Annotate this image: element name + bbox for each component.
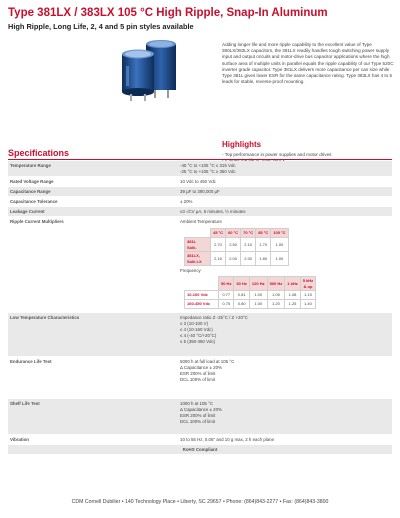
spec-line: Impedance ratio Z -25°C / Z +20°C [180,315,248,320]
highlight-item: - Top performance in power supplies and motor drives [222,152,332,157]
specifications-heading: Specifications [8,148,70,158]
table-cell: 1.80 [256,252,271,266]
column-header: 45 °C [211,229,226,238]
row-header: 10-100 Vdc [185,291,219,300]
spec-row-ripple [8,217,392,313]
column-header: 120 Hz [249,277,267,291]
spec-line: ≤ 4 (10-160 Vdc) [180,327,213,332]
table-cell: 2.70 [211,238,226,252]
capacitor-photo [116,40,188,102]
table-cell: 0.80 [234,300,249,309]
spec-line: -40 °C to +105 °C ≤ 315 Vdc [180,163,236,168]
rohs-compliant-row: RoHS Compliant [8,445,392,455]
table-cell: 2.10 [241,238,256,252]
spec-row-voltage [8,177,392,187]
frequency-multiplier-table [184,276,316,309]
table-cell: 2.00 [241,252,256,266]
spec-value [180,219,390,309]
table-cell: 0.75 [219,300,234,309]
spec-row-endurance [8,357,392,399]
table-cell: 2.00 [226,252,241,266]
spec-value [180,315,390,345]
specifications-divider [8,159,392,160]
spec-line: ESR 200% of limit [180,371,216,376]
column-header: 60 Hz [234,277,249,291]
spec-label: Temperature Range [10,163,51,168]
row-header: 381L Solk. [185,238,211,252]
spec-value: 10 to 55 Hz, 0.06" and 10 g max, 2 h each plane [180,437,275,442]
capacitor-front [122,50,154,102]
spec-line: Δ Capacitance ± 20% [180,365,222,370]
spec-value [180,401,390,425]
spec-row-shelf-life [8,399,392,435]
spec-line: 1000 h at 105 °C [180,401,214,406]
page-title: Type 381LX / 383LX 105 °C High Ripple, Snap-In Aluminum [8,7,328,19]
spec-value [180,359,390,383]
spec-label: Low Temperature Characteristics [10,315,80,320]
spec-row-leakage [8,207,392,217]
spec-value: 10 Vdc to 450 Vdc [180,179,216,184]
highlights-heading: Highlights [222,140,262,149]
specifications-table [8,161,392,455]
column-header: 50 Hz [219,277,234,291]
column-header: 1 kHz [285,277,300,291]
spec-row-temperature [8,161,392,177]
frequency-caption: Frequency [180,268,201,273]
column-header: 60 °C [226,229,241,238]
spec-label: Rated Voltage Range [10,179,54,184]
spec-line: Ambient Temperature [180,219,222,224]
table-cell: 1.00 [249,291,267,300]
table-cell: 1.08 [285,291,300,300]
spec-line: DCL 100% of limit [180,377,215,382]
page-subtitle: High Ripple, Long Life, 2, 4 and 5 pin styles available [8,22,194,31]
column-header: 85 °C [256,229,271,238]
spec-label: Ripple Current Multipliers [10,219,64,224]
table-cell: 1.40 [300,300,315,309]
spec-row-capacitance [8,187,392,197]
spec-label: Capacitance Tolerance [10,199,58,204]
spec-value: 39 µF to 390,000 µF [180,189,220,194]
company-footer: CDM Cornell Dubilier • 140 Technology Place • Liberty, SC 29657 • Phone: (864)843-2277 • Fax: (864)843-3800 [71,499,329,505]
spec-line: ≤ 4 (-40 °C/+20°C) [180,333,217,338]
table-cell: 1.25 [285,300,300,309]
table-cell: 1.00 [271,252,288,266]
spec-label: Capacitance Range [10,189,51,194]
spec-value: ± 20% [180,199,193,204]
table-cell: 1.00 [249,300,267,309]
table-cell: 1.70 [256,238,271,252]
table-cell: 1.00 [271,238,288,252]
table-cell: 0.81 [234,291,249,300]
spec-line: ESR 200% of limit [180,413,216,418]
intro-paragraph: Adding longer life and more ripple capability to the excellent value of Type 380LX/383LX capacitors, the 381LX readily handles tough switching power supply input and output circuits and motor-drive bus capacitor applications where the high surface area of multiple units in parallel equals the ripple capability of our Type 520C inverter grade capacitor. Type 381LX delivers more capacitance per can size while Type 381L gives lower ESR for the same capacitance rating. Type 383LX has 4 to 5 leads for stable, reverse-proof mounting. [222,42,394,85]
table-corner [185,277,219,291]
spec-label: Vibration [10,437,29,442]
column-header: 500 Hz [267,277,285,291]
column-header: 5 kHz & up [300,277,315,291]
row-header: 160-450 Vdc [185,300,219,309]
spec-line: 5000 h at full load at 105 °C [180,359,235,364]
table-cell: 1.05 [267,291,285,300]
table-cell: 2.15 [211,252,226,266]
row-header: 381LX, Solk LX [185,252,211,266]
spec-line: Δ Capacitance ± 20% [180,407,222,412]
column-header: 70 °C [241,229,256,238]
table-corner [185,229,211,238]
spec-value: ≤3 √CV µA, 5 minutes, ½ minutes [180,209,246,214]
table-cell: 1.20 [267,300,285,309]
spec-value [180,163,390,175]
spec-label: Endurance Life Test [10,359,52,364]
spec-line: ≤ 3 (10-100 V) [180,321,209,326]
spec-row-tolerance [8,197,392,207]
table-cell: 1.15 [300,291,315,300]
spec-line: ≤ 5 (350-450 Vdc) [180,339,216,344]
spec-line: -25 °C to +105 °C ≥ 350 Vdc [180,169,236,174]
table-cell: 0.77 [219,291,234,300]
spec-line: DCL 100% of limit [180,419,215,424]
spec-label: Leakage Current [10,209,45,214]
column-header: 105 °C [271,229,288,238]
spec-row-vibration [8,435,392,445]
table-cell: 2.50 [226,238,241,252]
spec-row-low-temperature [8,313,392,357]
spec-label: Shelf Life Test [10,401,40,406]
temperature-multiplier-table [184,228,289,266]
